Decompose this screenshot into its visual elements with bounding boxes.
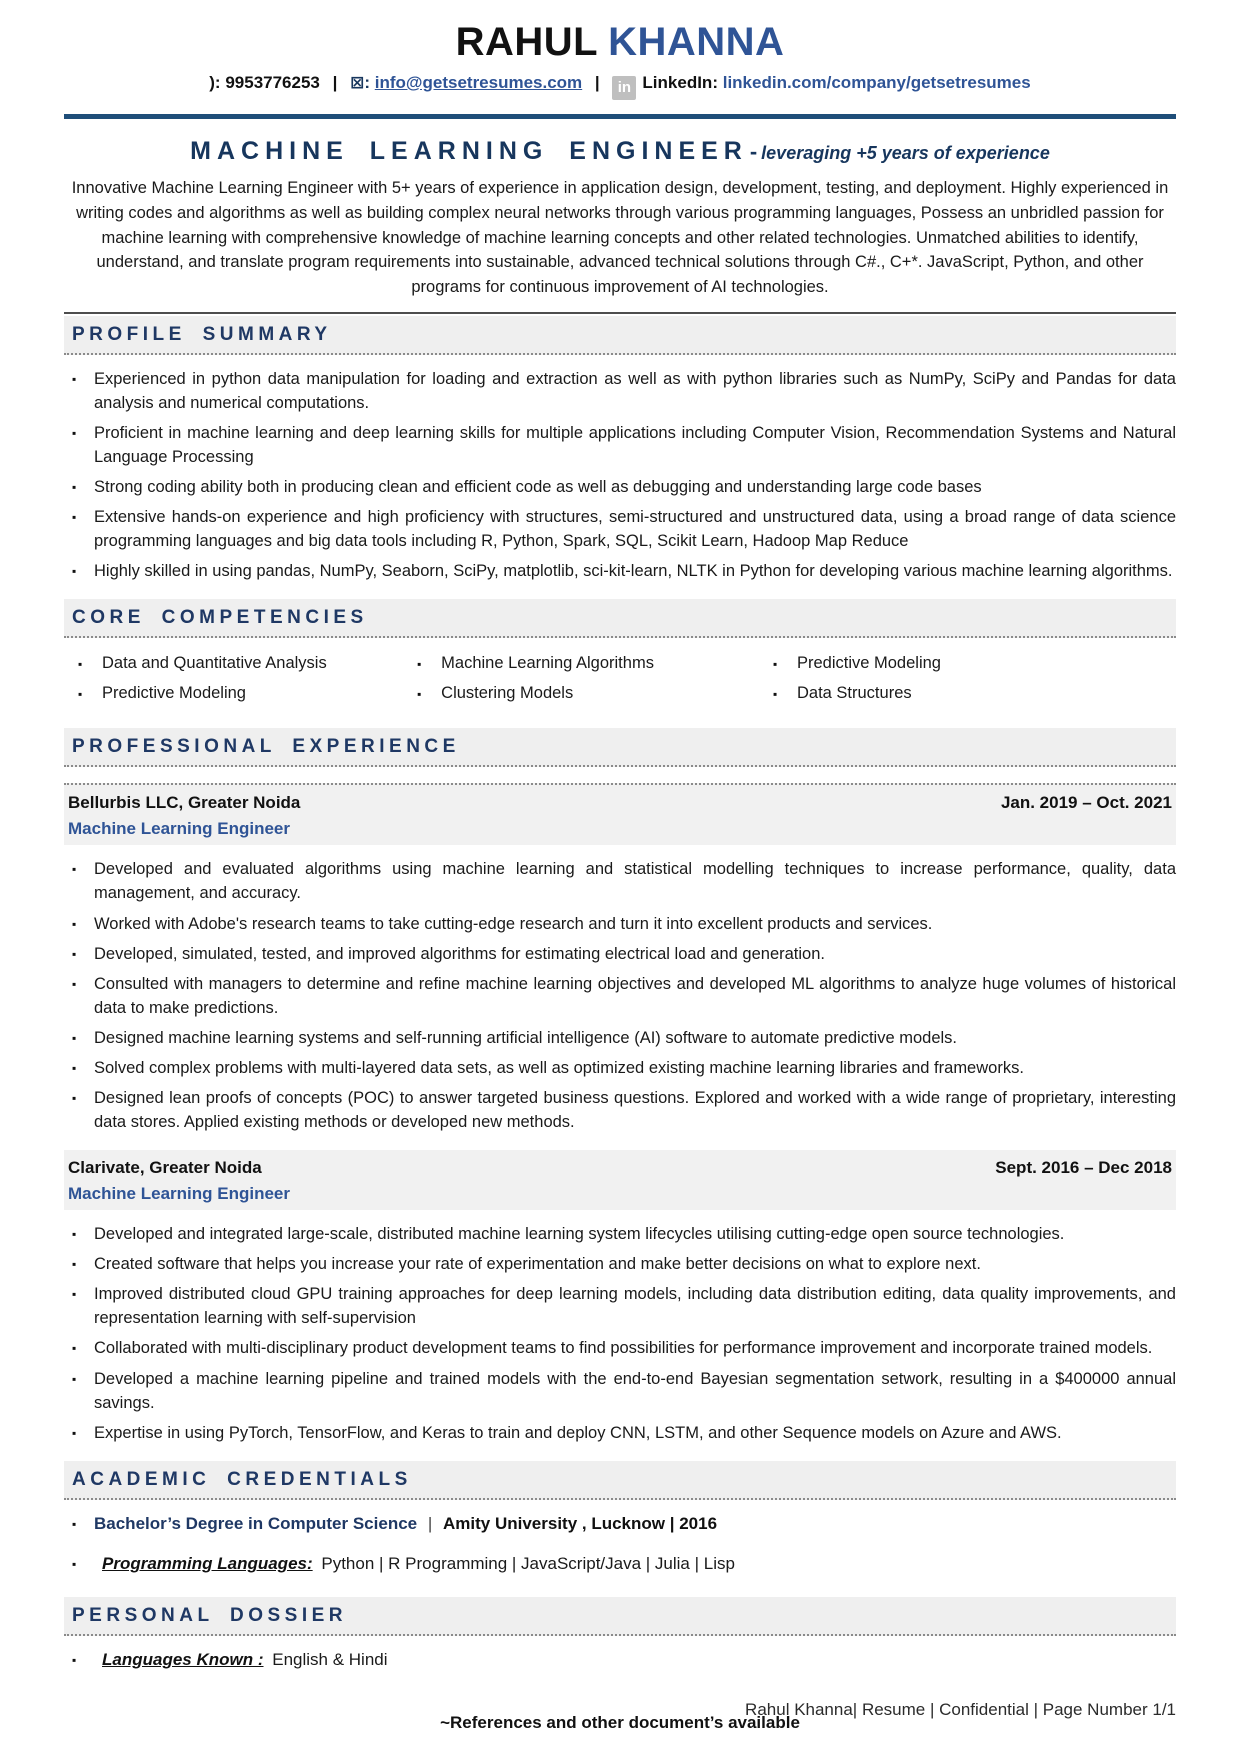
- job-bullet: Worked with Adobe's research teams to take cutting-edge research and turn it into excellent products and services.: [94, 914, 933, 933]
- bullet-icon: ▪: [72, 1557, 77, 1572]
- summary-paragraph: Innovative Machine Learning Engineer with 5+ years of experience in application design, development, testing, and deployment. Highly experienced in writing codes and algorithms as well as building complex neural networks through various programming languages, Possess an unbridled passion for machine learning with comprehensive knowledge of machine learning concepts and other related technologies. Unmatched abilities to identify, understand, and translate program requirements into sustainable, advanced technical solutions through C#., C+*. JavaScript, Python, and other programs for continuous improvement of AI technologies.: [71, 179, 1169, 296]
- bullet-icon: ▪: [72, 1425, 77, 1440]
- contact-separator: |: [594, 73, 600, 92]
- job-title-text: MACHINE LEARNING ENGINEER: [190, 137, 748, 165]
- bullet-icon: ▪: [72, 564, 77, 579]
- bullet-icon: ▪: [72, 1341, 77, 1356]
- list-item: [64, 857, 1176, 905]
- section-heading-personal-dossier: PERSONAL DOSSIER: [64, 1597, 1176, 1636]
- candidate-first-name: RAHUL: [455, 20, 599, 64]
- bullet-icon: ▪: [78, 657, 83, 672]
- resume-title: [64, 137, 1176, 166]
- competency-label: Data and Quantitative Analysis: [102, 654, 327, 673]
- profile-summary-list: [64, 367, 1176, 584]
- job-dates: Sept. 2016 – Dec 2018: [995, 1158, 1172, 1178]
- company-name: Clarivate, Greater Noida: [68, 1158, 262, 1178]
- competency-label: Data Structures: [796, 684, 912, 703]
- job-bullet: Collaborated with multi-disciplinary product development teams to find possibilities for performance improvement and incorporate trained models.: [94, 1339, 1153, 1358]
- job-header: [64, 1150, 1176, 1210]
- profile-bullet: Proficient in machine learning and deep learning skills for multiple applications including Computer Vision, Recommendation Systems and Natural Language Processing: [94, 423, 1176, 466]
- competency-item: [64, 682, 403, 706]
- core-competencies-grid: [64, 652, 1176, 706]
- section-heading-professional-experience: PROFESSIONAL EXPERIENCE: [64, 728, 1176, 767]
- phone-icon: ):: [209, 73, 221, 92]
- contact-line: [64, 73, 1176, 100]
- summary-divider: [64, 312, 1176, 314]
- list-item: [64, 367, 1176, 415]
- job-bullet: Expertise in using PyTorch, TensorFlow, and Keras to train and deploy CNN, LSTM, and other Sequence models on Azure and AWS.: [94, 1423, 1062, 1442]
- academic-credentials-list: [64, 1512, 1176, 1577]
- linkedin-label: LinkedIn:: [642, 73, 718, 92]
- profile-bullet: Strong coding ability both in producing clean and efficient code as well as debugging and understanding large code bases: [94, 478, 982, 497]
- envelope-icon: ⊠: [350, 73, 365, 92]
- bullet-icon: ▪: [72, 862, 77, 877]
- references-note: ~References and other document’s available: [440, 1712, 800, 1732]
- job-bullet: Improved distributed cloud GPU training approaches for deep learning models, including data distribution editing, data quality improvements, and representation learning with self-supervision: [94, 1285, 1176, 1328]
- list-item: [64, 1421, 1176, 1445]
- bullet-icon: ▪: [72, 1030, 77, 1045]
- bullet-icon: ▪: [72, 425, 77, 440]
- programming-languages-value: Python | R Programming | JavaScript/Java | Julia | Lisp: [321, 1554, 735, 1574]
- list-item: [64, 1056, 1176, 1080]
- header-divider: [64, 114, 1176, 119]
- competency-label: Clustering Models: [441, 684, 574, 703]
- job-bullet: Developed and integrated large-scale, distributed machine learning system lifecycles utilising cutting-edge open source technologies.: [94, 1225, 1065, 1244]
- list-item: [64, 1282, 1176, 1330]
- programming-languages-line: [94, 1552, 735, 1577]
- title-dash: -: [749, 139, 758, 164]
- bullet-icon: ▪: [417, 687, 422, 702]
- list-item: [64, 1367, 1176, 1415]
- bullet-icon: ▪: [72, 1516, 77, 1531]
- email-colon: :: [364, 73, 371, 92]
- page-footer: Rahul Khanna| Resume | Confidential | Page Number 1/1: [745, 1700, 1176, 1719]
- bullet-icon: ▪: [72, 1227, 77, 1242]
- bullet-icon: ▪: [72, 1091, 77, 1105]
- list-item: [64, 505, 1176, 553]
- languages-known-label: Languages Known :: [102, 1650, 264, 1670]
- linkedin-icon: in: [612, 76, 636, 100]
- section-heading-academic-credentials: ACADEMIC CREDENTIALS: [64, 1461, 1176, 1500]
- list-item: [64, 1086, 1176, 1134]
- bullet-icon: ▪: [72, 946, 77, 961]
- competency-item: [64, 652, 403, 676]
- job-company-row: [68, 793, 1172, 813]
- list-item: [64, 559, 1176, 583]
- job-bullet: Created software that helps you increase your rate of experimentation and make better decisions on what to explore next.: [94, 1255, 981, 1274]
- list-item: [64, 1026, 1176, 1050]
- personal-dossier-list: [64, 1648, 1176, 1673]
- degree-name: Bachelor’s Degree in Computer Science: [94, 1513, 418, 1533]
- company-name: Bellurbis LLC, Greater Noida: [68, 793, 301, 813]
- university-info: Amity University , Lucknow | 2016: [443, 1513, 718, 1533]
- email-link[interactable]: info@getsetresumes.com: [374, 73, 583, 92]
- competency-item: [403, 652, 759, 676]
- list-item: [64, 972, 1176, 1020]
- title-tagline: leveraging +5 years of experience: [761, 143, 1050, 163]
- bullet-icon: ▪: [417, 657, 422, 672]
- job-bullets: [64, 1222, 1176, 1445]
- bullet-icon: ▪: [72, 1371, 77, 1386]
- bullet-icon: ▪: [78, 687, 83, 702]
- job-role: Machine Learning Engineer: [68, 1184, 290, 1204]
- job-bullets: [64, 857, 1176, 1134]
- competency-label: Predictive Modeling: [102, 684, 246, 703]
- bullet-icon: ▪: [772, 687, 778, 702]
- list-item: [64, 1648, 1176, 1673]
- languages-known-value: English & Hindi: [272, 1650, 388, 1670]
- section-heading-profile-summary: PROFILE SUMMARY: [64, 316, 1176, 355]
- profile-bullet: Highly skilled in using pandas, NumPy, Seaborn, SciPy, matplotlib, sci-kit-learn, NLTK in Python for developing various machine learning algorithms.: [94, 562, 1173, 581]
- job-block: [64, 783, 1176, 1134]
- bullet-icon: ▪: [72, 1653, 77, 1668]
- contact-separator: |: [332, 73, 338, 92]
- bullet-icon: ▪: [772, 657, 778, 672]
- bullet-icon: ▪: [72, 1060, 77, 1075]
- degree-separator: |: [427, 1513, 433, 1533]
- job-bullet: Developed a machine learning pipeline and trained models with the end-to-end Bayesian segmentation setwork, resulting in a $400000 annual savings.: [94, 1369, 1176, 1412]
- candidate-name: [64, 20, 1176, 65]
- linkedin-link[interactable]: linkedin.com/company/getsetresumes: [722, 73, 1031, 92]
- profile-bullet: Experienced in python data manipulation for loading and extraction as well as with python libraries such as NumPy, SciPy and Pandas for data analysis and numerical computations.: [94, 369, 1176, 412]
- list-item: [64, 421, 1176, 469]
- phone-number: 9953776253: [225, 73, 320, 92]
- competency-item: [759, 682, 1176, 706]
- degree-line: [94, 1512, 717, 1537]
- list-item: [64, 1222, 1176, 1246]
- job-block: [64, 1150, 1176, 1445]
- section-heading-core-competencies: CORE COMPETENCIES: [64, 599, 1176, 638]
- list-item: [64, 1512, 1176, 1537]
- list-item: [64, 942, 1176, 966]
- job-bullet: Developed, simulated, tested, and improved algorithms for estimating electrical load and generation.: [94, 944, 825, 963]
- profile-bullet: Extensive hands-on experience and high proficiency with structures, semi-structured and unstructured data, using a broad range of data science programming languages and big data tools including R, Python, Spark, SQL, Scikit Learn, Hadoop Map Reduce: [94, 508, 1176, 551]
- bullet-icon: ▪: [72, 1287, 77, 1302]
- bullet-icon: ▪: [72, 510, 77, 525]
- job-company-row: [68, 1158, 1172, 1178]
- job-header: [64, 783, 1176, 845]
- competency-label: Machine Learning Algorithms: [441, 654, 654, 673]
- list-item: [64, 912, 1176, 936]
- job-bullet: Consulted with managers to determine and refine machine learning objectives and developed ML algorithms to analyze huge volumes of historical data to make predictions.: [94, 974, 1176, 1017]
- job-dates: Jan. 2019 – Oct. 2021: [1000, 793, 1172, 813]
- job-bullet: Designed machine learning systems and self-running artificial intelligence (AI) software to automate predictive models.: [94, 1028, 958, 1047]
- job-role: Machine Learning Engineer: [68, 819, 290, 839]
- competency-item: [403, 682, 759, 706]
- competency-label: Predictive Modeling: [796, 654, 941, 673]
- bullet-icon: ▪: [72, 916, 77, 931]
- bullet-icon: ▪: [72, 1257, 77, 1272]
- bullet-icon: ▪: [72, 976, 77, 991]
- job-bullet: Designed lean proofs of concepts (POC) to answer targeted business questions. Explored and worked with a wide range of proprietary, interesting data stores. Applied existing methods or developed new methods.: [94, 1089, 1176, 1132]
- bullet-icon: ▪: [72, 480, 77, 495]
- list-item: [64, 1552, 1176, 1577]
- bullet-icon: ▪: [72, 371, 77, 386]
- job-bullet: Developed and evaluated algorithms using machine learning and statistical modelling techniques to increase performance, quality, data management, and accuracy.: [94, 860, 1176, 903]
- languages-known-line: [94, 1648, 388, 1673]
- list-item: [64, 1336, 1176, 1360]
- list-item: [64, 1252, 1176, 1276]
- candidate-last-name: KHANNA: [608, 20, 785, 64]
- competency-item: [759, 652, 1176, 676]
- list-item: [64, 475, 1176, 499]
- job-bullet: Solved complex problems with multi-layered data sets, as well as optimized existing machine learning libraries and frameworks.: [94, 1058, 1024, 1077]
- programming-languages-label: Programming Languages:: [102, 1554, 313, 1574]
